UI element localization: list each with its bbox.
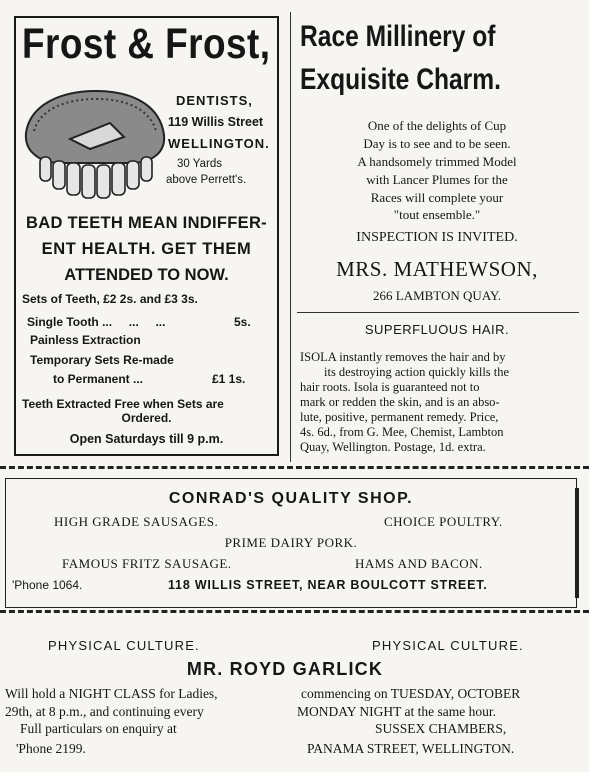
- millinery-title-2: Exquisite Charm.: [300, 63, 501, 96]
- frost-address: 119 Willis Street: [168, 115, 264, 129]
- frost-temp-2-price: £1 1s.: [212, 372, 246, 386]
- millinery-body-3: A handsomely trimmed Model: [357, 154, 517, 169]
- physical-line-3a: Full particulars on enquiry at: [20, 721, 177, 736]
- millinery-body-4: with Lancer Plumes for the: [366, 172, 508, 187]
- hair-line-1: ISOLA instantly removes the hair and by: [300, 350, 506, 364]
- physical-line-2a: 29th, at 8 p.m., and continuing every: [5, 704, 204, 719]
- conrad-fritz: FAMOUS FRITZ SAUSAGE.: [62, 556, 232, 571]
- hair-line-4: mark or redden the skin, and is an abso-: [300, 395, 500, 409]
- frost-headline-2: ENT HEALTH. GET THEM: [41, 240, 252, 258]
- hair-line-7: Quay, Wellington. Postage, 1d. extra.: [300, 440, 486, 454]
- conrad-hams: HAMS AND BACON.: [355, 556, 483, 571]
- hair-title: SUPERFLUOUS HAIR.: [364, 322, 510, 337]
- hair-line-6: 4s. 6d., from G. Mee, Chemist, Lambton: [300, 425, 504, 439]
- frost-above: above Perrett's.: [166, 174, 247, 186]
- conrad-street: 118 WILLIS STREET, NEAR BOULCOTT STREET.: [168, 578, 488, 592]
- physical-line-4a: 'Phone 2199.: [16, 741, 86, 756]
- frost-temp-2-label: to Permanent ...: [53, 372, 144, 386]
- dentures-illustration: [20, 85, 168, 203]
- physical-line-3b: SUSSEX CHAMBERS,: [375, 721, 507, 736]
- physical-line-2b: MONDAY NIGHT at the same hour.: [297, 704, 496, 719]
- frost-open: Open Saturdays till 9 p.m.: [69, 432, 224, 446]
- physical-line-1b: commencing on TUESDAY, OCTOBER: [301, 686, 521, 701]
- conrad-pork: PRIME DAIRY PORK.: [224, 535, 358, 550]
- column-divider: [290, 12, 291, 462]
- millinery-address: 266 LAMBTON QUAY.: [373, 288, 501, 303]
- frost-title: Frost & Frost,: [22, 20, 271, 68]
- hair-line-2: its destroying action quickly kills the: [324, 365, 510, 379]
- hair-line-5: lute, positive, permanent remedy. Price,: [300, 410, 499, 424]
- frost-sets: Sets of Teeth, £2 2s. and £3 3s.: [22, 292, 198, 306]
- frost-extracted-2: Ordered.: [121, 411, 172, 425]
- hair-line-3: hair roots. Isola is guaranteed not to: [300, 380, 480, 394]
- frost-single-label: Single Tooth ... ... ...: [27, 315, 166, 329]
- frost-single-price: 5s.: [234, 315, 251, 329]
- section-divider-bottom: [0, 610, 589, 613]
- physical-name: MR. ROYD GARLICK: [186, 659, 384, 679]
- frost-city: WELLINGTON.: [168, 136, 270, 151]
- conrad-phone: 'Phone 1064.: [12, 578, 83, 592]
- frost-yards: 30 Yards: [177, 158, 222, 170]
- millinery-body-1: One of the delights of Cup: [367, 118, 507, 133]
- millinery-divider: [297, 312, 579, 313]
- physical-heading-left: PHYSICAL CULTURE.: [48, 638, 200, 653]
- millinery-name: MRS. MATHEWSON,: [336, 257, 538, 281]
- conrad-sausages: HIGH GRADE SAUSAGES.: [54, 514, 219, 529]
- frost-dentists: DENTISTS,: [176, 93, 253, 108]
- millinery-body-5: Races will complete your: [370, 190, 504, 205]
- millinery-inspection: INSPECTION IS INVITED.: [356, 230, 518, 245]
- physical-line-1a: Will hold a NIGHT CLASS for Ladies,: [5, 686, 218, 701]
- physical-line-4b: PANAMA STREET, WELLINGTON.: [307, 741, 515, 756]
- physical-heading-right: PHYSICAL CULTURE.: [372, 638, 524, 653]
- frost-painless: Painless Extraction: [30, 333, 141, 347]
- millinery-title-1: Race Millinery of: [300, 20, 496, 53]
- frost-headline-3: ATTENDED TO NOW.: [64, 266, 229, 284]
- millinery-body-6: "tout ensemble.": [393, 207, 481, 222]
- conrad-poultry: CHOICE POULTRY.: [384, 514, 503, 529]
- section-divider-top: [0, 466, 589, 469]
- frost-temp-1: Temporary Sets Re-made: [30, 353, 174, 367]
- millinery-body-2: Day is to see and to be seen.: [363, 136, 511, 151]
- frost-headline-1: BAD TEETH MEAN INDIFFER-: [26, 214, 267, 232]
- conrad-title: CONRAD'S QUALITY SHOP.: [168, 490, 414, 507]
- frost-ad-frame: [14, 16, 279, 456]
- frost-extracted-1: Teeth Extracted Free when Sets are: [22, 397, 224, 411]
